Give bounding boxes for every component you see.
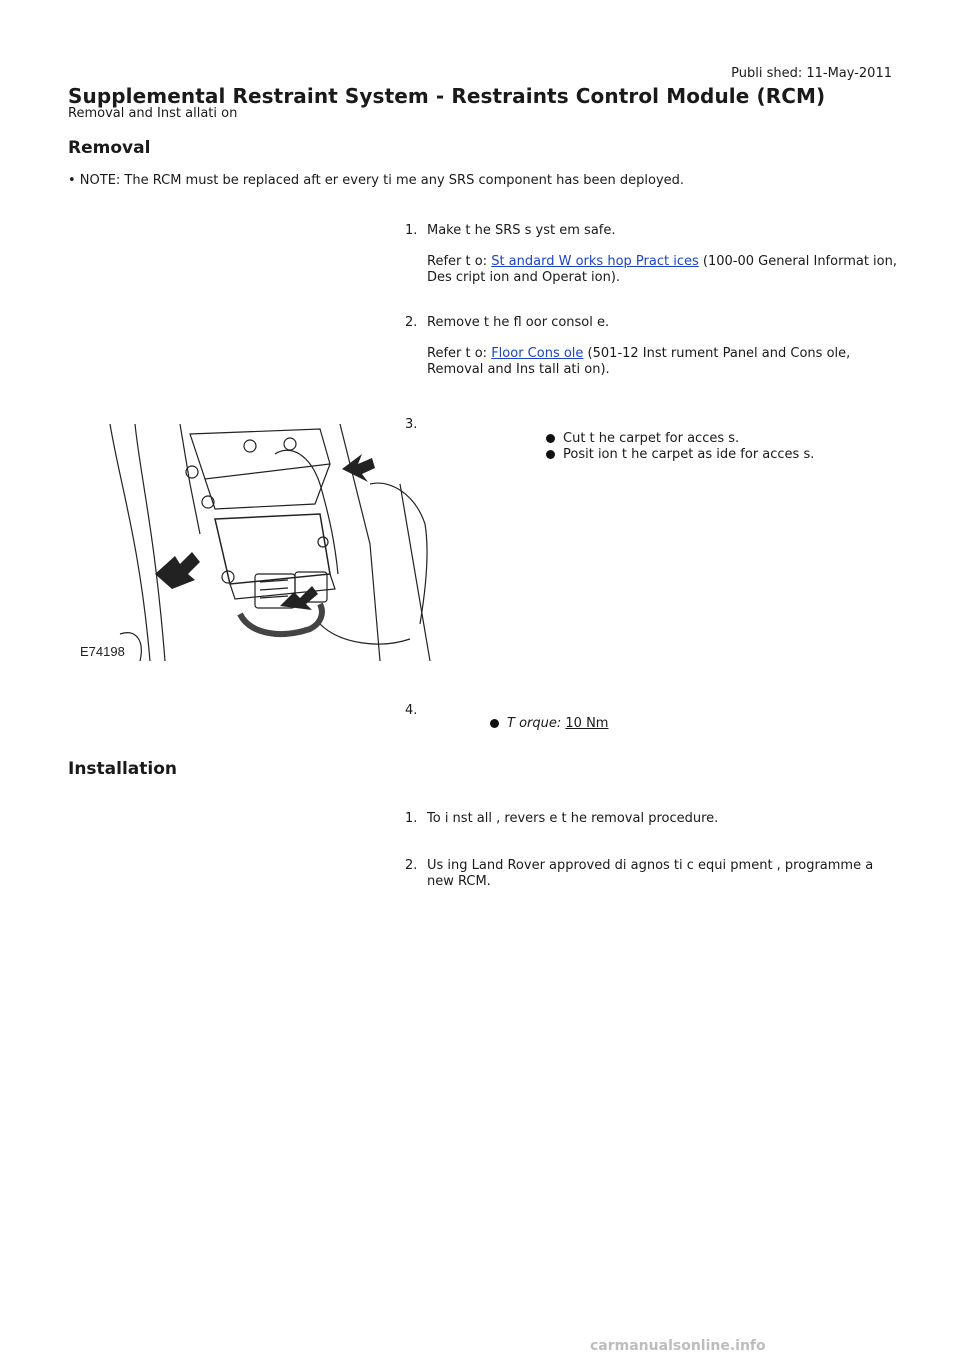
bullet-dot	[546, 450, 555, 459]
refer-suffix: (100-00 General Informat ion, Des cript ion and Operat ion).	[427, 254, 897, 285]
refer-prefix: Refer t o:	[427, 254, 492, 269]
published-date: Publi shed: 11-May-2011	[731, 66, 892, 81]
rcm-illustration	[80, 424, 441, 661]
step-number: 1.	[405, 223, 418, 238]
page-subtitle: Removal and Inst allati on	[68, 106, 238, 121]
bullet-item	[543, 447, 903, 463]
bullet-dot	[490, 719, 499, 728]
refer-suffix: (501-12 Inst rument Panel and Cons ole, Removal and Ins tall ati on).	[427, 346, 851, 377]
step-text: Remove t he fl oor consol e.	[427, 315, 610, 330]
standard-workshop-practices-link[interactable]: St andard W orks hop Pract ices	[491, 254, 699, 269]
page-title: Supplemental Restraint System - Restraints Control Module (RCM)	[68, 84, 826, 108]
bullet-item	[543, 431, 903, 447]
rcm-illustration-drawing	[80, 424, 441, 661]
step-number: 1.	[405, 811, 418, 826]
step-reference	[427, 346, 897, 378]
removal-note: • NOTE: The RCM must be replaced aft er every ti me any SRS component has been deployed.	[68, 173, 685, 188]
installation-heading: Installation	[68, 759, 178, 779]
step-number: 4.	[405, 703, 418, 718]
bullet-text: Posit ion t he carpet as ide for acces s.	[563, 447, 815, 462]
torque-spec	[487, 716, 787, 732]
torque-label: T orque:	[507, 716, 562, 731]
figure-label: E74198	[80, 644, 125, 659]
step-text: To i nst all , revers e t he removal procedure.	[427, 811, 719, 826]
bullet-dot	[546, 434, 555, 443]
step-text: Us ing Land Rover approved di agnos ti c equi pment , programme a new RCM.	[427, 858, 874, 889]
step-bullets	[543, 431, 903, 463]
floor-console-link[interactable]: Floor Cons ole	[491, 346, 584, 361]
bullet-text: Cut t he carpet for acces s.	[563, 431, 740, 446]
removal-heading: Removal	[68, 138, 151, 158]
torque-value: 10 Nm	[565, 716, 609, 731]
step-reference	[427, 254, 897, 286]
step-number: 3.	[405, 417, 418, 432]
site-watermark: carmanualsonline.info	[590, 1338, 766, 1354]
step-text: Make t he SRS s yst em safe.	[427, 223, 616, 238]
step-number: 2.	[405, 315, 418, 330]
bullet-item	[487, 716, 787, 732]
step-number: 2.	[405, 858, 418, 873]
refer-prefix: Refer t o:	[427, 346, 492, 361]
